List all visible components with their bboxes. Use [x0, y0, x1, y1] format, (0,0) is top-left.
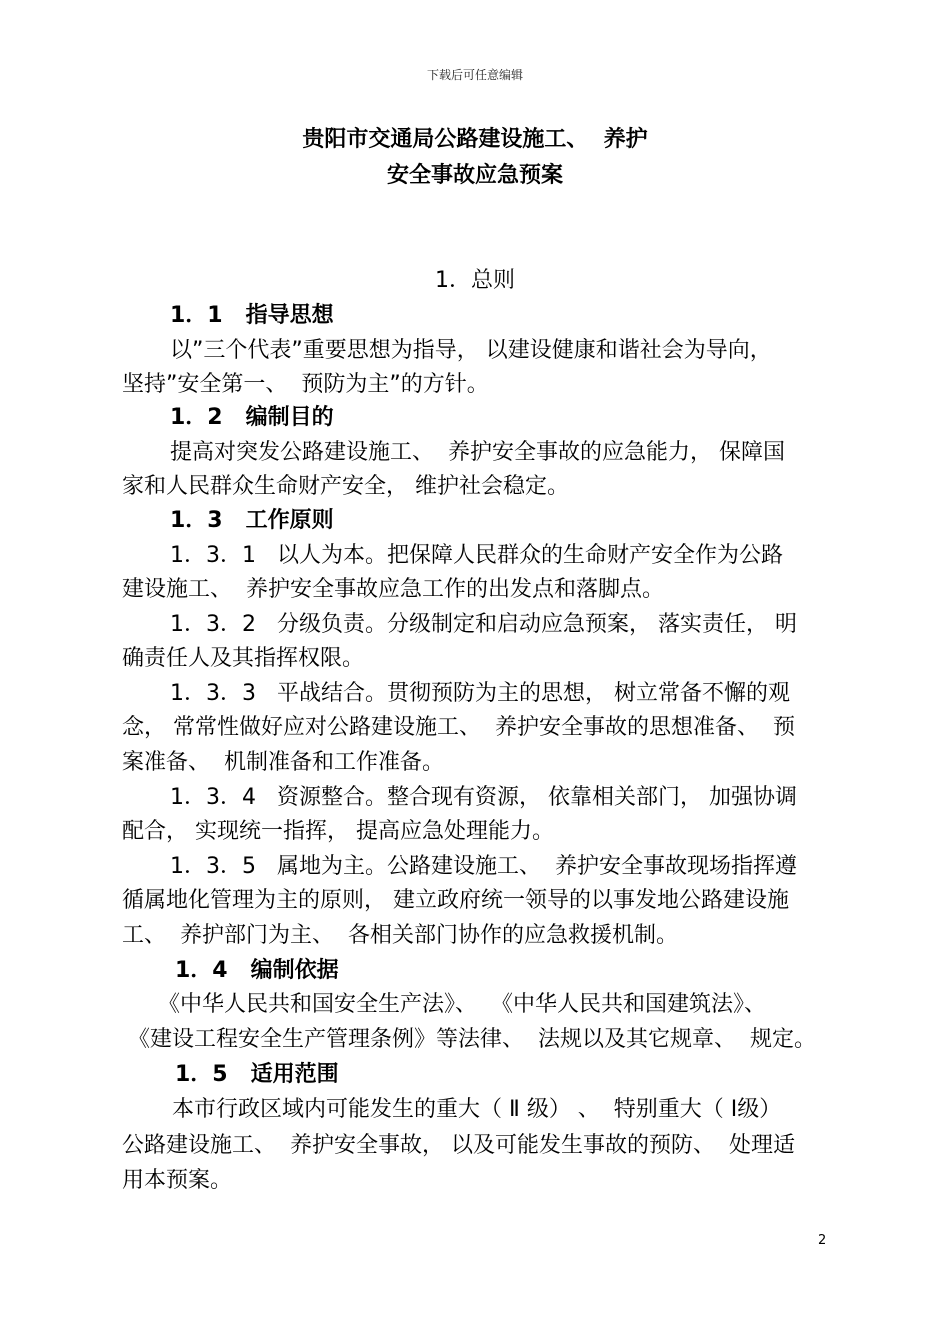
paragraph-line: 1．3．1 以人为本。把保障人民群众的生命财产安全作为公路	[170, 543, 783, 568]
paragraph-line: 家和人民群众生命财产安全， 维护社会稳定。	[122, 474, 569, 499]
subsection-heading-basis: 1．4 编制依据	[175, 958, 339, 983]
paragraph-line: 1．3．4 资源整合。整合现有资源， 依靠相关部门， 加强协调	[170, 785, 797, 810]
header-note: 下载后可任意编辑	[426, 68, 523, 82]
paragraph-line: 《中华人民共和国安全生产法》、 《中华人民共和国建筑法》、	[158, 992, 766, 1017]
paragraph-line: 1．3．3 平战结合。贯彻预防为主的思想， 树立常备不懈的观	[170, 681, 790, 706]
paragraph-line: 念， 常常性做好应对公路建设施工、 养护安全事故的思想准备、 预	[122, 715, 795, 740]
paragraph-line: 建设施工、 养护安全事故应急工作的出发点和落脚点。	[122, 577, 664, 602]
paragraph-line: 配合， 实现统一指挥， 提高应急处理能力。	[122, 819, 554, 844]
paragraph-line: 以”三个代表”重要思想为指导， 以建设健康和谐社会为导向，	[170, 338, 772, 363]
paragraph-line: 循属地化管理为主的原则， 建立政府统一领导的以事发地公路建设施	[122, 888, 789, 913]
subsection-heading-guiding-ideology: 1．1 指导思想	[170, 303, 334, 328]
paragraph-line: 案准备、 机制准备和工作准备。	[122, 750, 444, 775]
section-heading-general: 1．总则	[435, 268, 515, 293]
document-title-line1: 贵阳市交通局公路建设施工、 养护	[302, 127, 648, 152]
paragraph-line: 《建设工程安全生产管理条例》等法律、 法规以及其它规章、 规定。	[128, 1027, 816, 1052]
subsection-heading-principles: 1．3 工作原则	[170, 508, 334, 533]
paragraph-line: 提高对突发公路建设施工、 养护安全事故的应急能力， 保障国	[170, 440, 785, 465]
page-number: 2	[818, 1233, 827, 1248]
paragraph-line: 坚持”安全第一、 预防为主”的方针。	[122, 372, 489, 397]
paragraph-line: 确责任人及其指挥权限。	[122, 646, 365, 671]
paragraph-line: 本市行政区域内可能发生的重大（ Ⅱ 级） 、 特别重大（ Ⅰ级）	[172, 1097, 782, 1122]
paragraph-line: 工、 养护部门为主、 各相关部门协作的应急救援机制。	[122, 923, 678, 948]
document-title-line2: 安全事故应急预案	[386, 163, 563, 188]
subsection-heading-purpose: 1．2 编制目的	[170, 405, 334, 430]
paragraph-line: 用本预案。	[122, 1168, 233, 1193]
subsection-heading-scope: 1．5 适用范围	[175, 1062, 339, 1087]
paragraph-line: 公路建设施工、 养护安全事故， 以及可能发生事故的预防、 处理适	[122, 1133, 795, 1158]
paragraph-line: 1．3．2 分级负责。分级制定和启动应急预案， 落实责任， 明	[170, 612, 797, 637]
paragraph-line: 1．3．5 属地为主。公路建设施工、 养护安全事故现场指挥遵	[170, 854, 797, 879]
